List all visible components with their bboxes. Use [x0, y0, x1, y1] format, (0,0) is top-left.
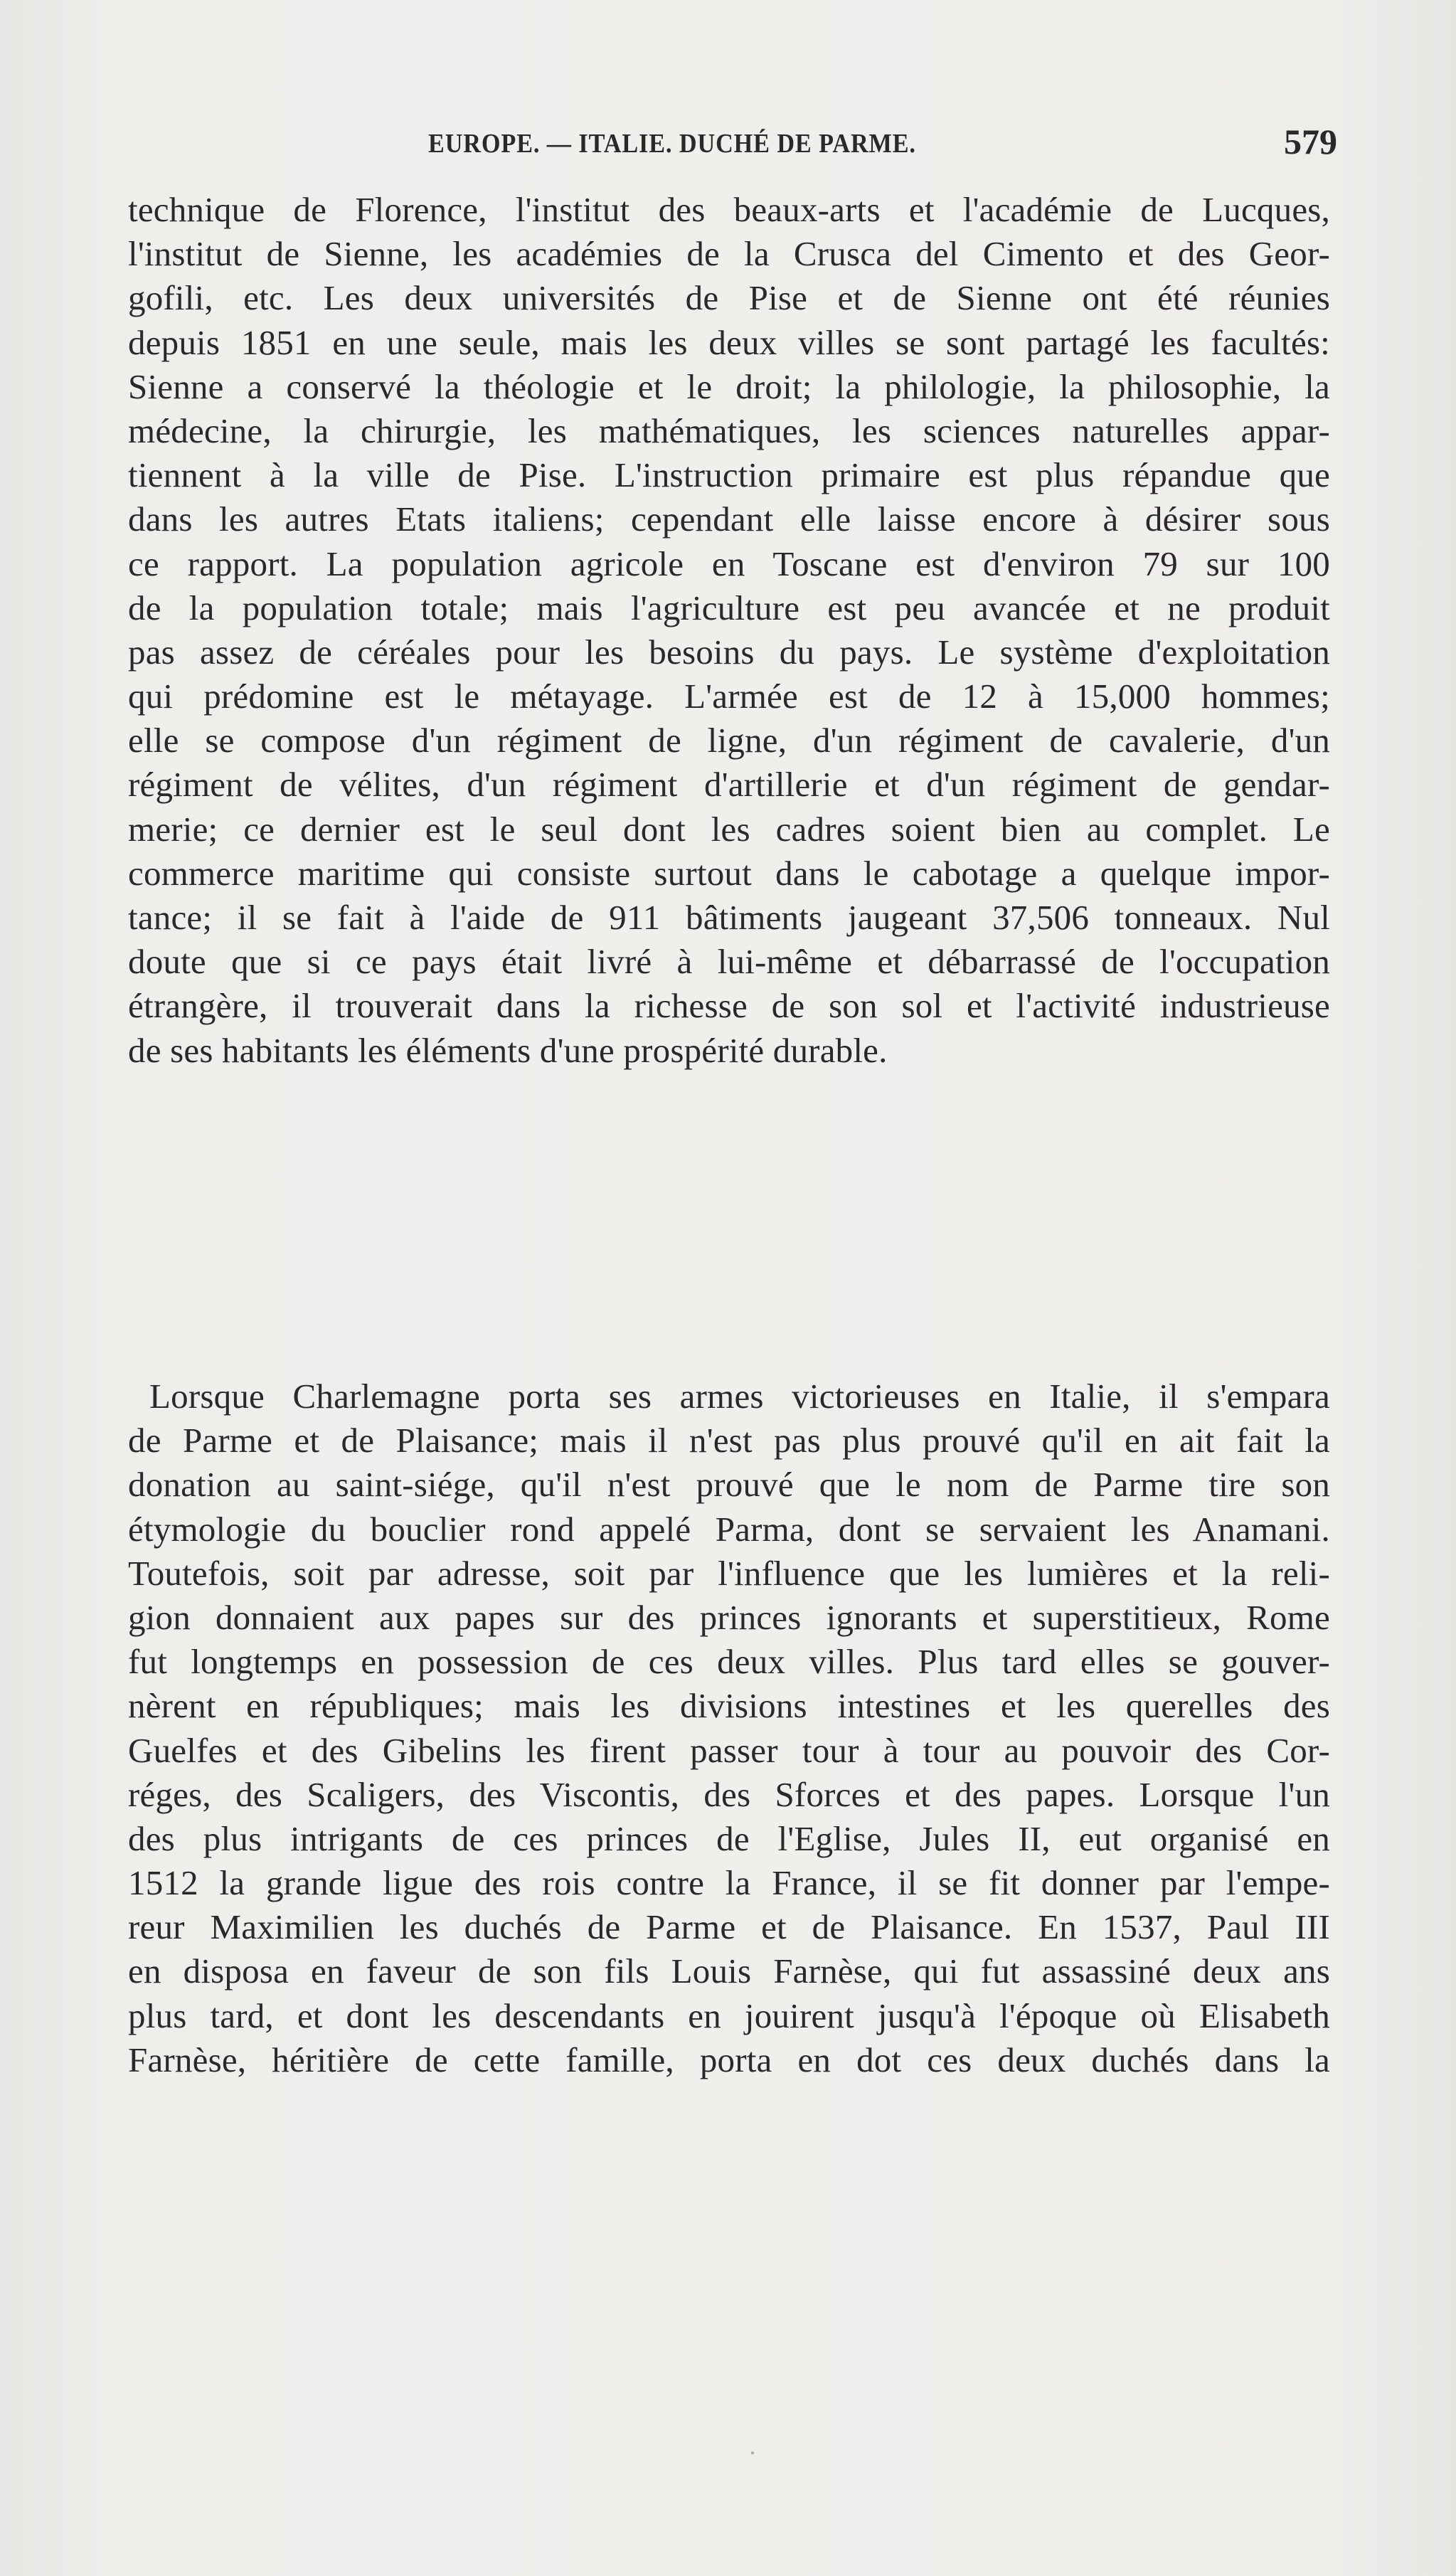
text-line: 1512 la grande ligue des rois contre la France, il se fit donner par l'empe- — [128, 1863, 1330, 1903]
page-number: 579 — [1284, 122, 1337, 161]
text-line: elle se compose d'un régiment de ligne, d'un régiment de cavalerie, d'un — [128, 721, 1330, 760]
text-line: réges, des Scaligers, des Viscontis, des Sforces et des papes. Lorsque l'un — [128, 1774, 1330, 1814]
text-line: étymologie du bouclier rond appelé Parma, dont se servaient les Anamani. — [128, 1509, 1330, 1549]
text-line: régiment de vélites, d'un régiment d'artillerie et d'un régiment de gendar- — [128, 765, 1330, 805]
text-line: nèrent en républiques; mais les divisions intestines et les querelles des — [128, 1686, 1330, 1726]
text-line: de la population totale; mais l'agriculture est peu avancée et ne produit — [128, 588, 1330, 627]
text-line: étrangère, il trouverait dans la richesse de son sol et l'activité industrieuse — [128, 986, 1330, 1026]
text-line: merie; ce dernier est le seul dont les cadres soient bien au complet. Le — [128, 809, 1330, 849]
text-line: Farnèse, héritière de cette famille, porta en dot ces deux duchés dans la — [128, 2040, 1330, 2079]
running-title: EUROPE. — ITALIE. DUCHÉ DE PARME. — [428, 129, 916, 159]
text-line: depuis 1851 en une seule, mais les deux villes se sont partagé les facultés: — [128, 322, 1330, 362]
text-line: gofili, etc. Les deux universités de Pise et de Sienne ont été réunies — [128, 278, 1330, 318]
text-line: de ses habitants les éléments d'une prospérité durable. — [128, 1030, 888, 1070]
text-line: Toutefois, soit par adresse, soit par l'influence que les lumières et la reli- — [128, 1553, 1330, 1593]
text-line: Lorsque Charlemagne porta ses armes victorieuses en Italie, il s'empara — [149, 1377, 1330, 1416]
text-line: des plus intrigants de ces princes de l'Eglise, Jules II, eut organisé en — [128, 1818, 1330, 1858]
text-line: de Parme et de Plaisance; mais il n'est pas plus prouvé qu'il en ait fait la — [128, 1421, 1330, 1461]
text-line: commerce maritime qui consiste surtout dans le cabotage a quelque impor- — [128, 853, 1330, 893]
text-line: Sienne a conservé la théologie et le droit; la philologie, la philosophie, la — [128, 366, 1330, 406]
text-line: plus tard, et dont les descendants en jouirent jusqu'à l'époque où Elisabeth — [128, 1995, 1330, 2035]
running-head — [398, 120, 1337, 169]
text-line: ce rapport. La population agricole en Toscane est d'environ 79 sur 100 — [128, 544, 1330, 583]
text-line: technique de Florence, l'institut des beaux-arts et l'académie de Lucques, — [128, 190, 1330, 229]
text-line: donation au saint-siége, qu'il n'est prouvé que le nom de Parme tire son — [128, 1465, 1330, 1505]
paragraph-tuscany — [128, 188, 1330, 1073]
text-line: dans les autres Etats italiens; cependant elle laisse encore à désirer sous — [128, 499, 1330, 539]
text-line: fut longtemps en possession de ces deux villes. Plus tard elles se gouver- — [128, 1642, 1330, 1682]
text-line: Guelfes et des Gibelins les firent passer tour à tour au pouvoir des Cor- — [128, 1730, 1330, 1770]
text-line: gion donnaient aux papes sur des princes ignorants et superstitieux, Rome — [128, 1597, 1330, 1637]
paragraph-parma-history — [128, 1374, 1330, 2082]
text-line: tance; il se fait à l'aide de 911 bâtiments jaugeant 37,506 tonneaux. Nul — [128, 898, 1330, 937]
text-line: reur Maximilien les duchés de Parme et de Plaisance. En 1537, Paul III — [128, 1907, 1330, 1947]
text-line: pas assez de céréales pour les besoins du pays. Le système d'exploitation — [128, 632, 1330, 672]
text-line: tiennent à la ville de Pise. L'instruction primaire est plus répandue que — [128, 455, 1330, 495]
dust-speck — [751, 2452, 754, 2454]
text-line: doute que si ce pays était livré à lui-même et débarrassé de l'occupation — [128, 942, 1330, 982]
text-line: l'institut de Sienne, les académies de la Crusca del Cimento et des Geor- — [128, 234, 1330, 274]
text-line: en disposa en faveur de son fils Louis Farnèse, qui fut assassiné deux ans — [128, 1951, 1330, 1991]
text-line: qui prédomine est le métayage. L'armée est de 12 à 15,000 hommes; — [128, 677, 1330, 716]
text-line: médecine, la chirurgie, les mathématiques, les sciences naturelles appar- — [128, 410, 1330, 450]
